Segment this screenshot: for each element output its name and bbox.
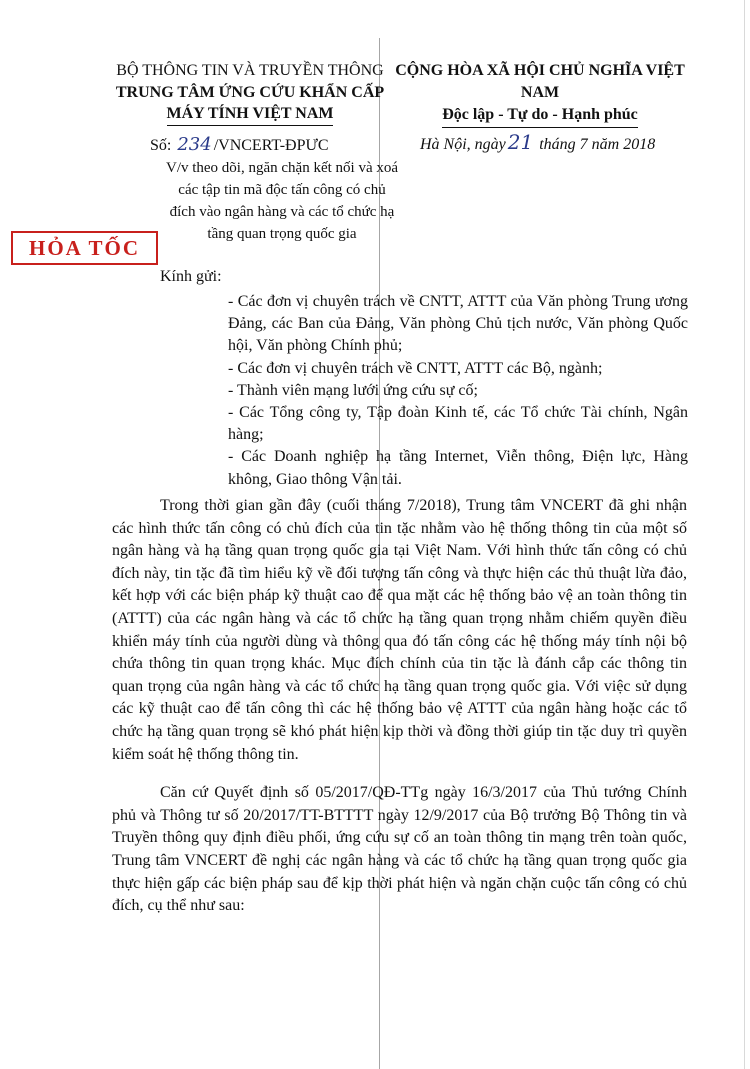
body-paragraph: Căn cứ Quyết định số 05/2017/QĐ-TTg ngày 16/3/2017 của Thủ tướng Chính phủ và Thông tư số 20/2017/TT-BTTTT ngày 12/9/2017 của Bộ trưởng Bộ Thông tin và Truyền thông quy định điều phối, ứng cứu sự cố an toàn thông tin mạng trên toàn quốc, Trung tâm VNCERT đề nghị các ngân hàng và các tổ chức hạ tầng quan trọng quốc gia thực hiện gấp các biện pháp sau để kịp thời phát hiện và ngăn chặn cuộc tấn công có chủ đích, cụ thể như sau:	[112, 784, 687, 915]
number-prefix: Số:	[150, 137, 172, 154]
national-header	[385, 60, 695, 128]
subject-line: các tập tin mã độc tấn công có chủ	[178, 182, 386, 198]
recipient-item: - Các Doanh nghiệp hạ tầng Internet, Viễn thông, Điện lực, Hàng không, Giao thông Vận tải.	[228, 448, 688, 488]
recipient-item: - Các Tổng công ty, Tập đoàn Kinh tế, các Tổ chức Tài chính, Ngân hàng;	[228, 404, 688, 444]
place-and-date	[420, 130, 655, 154]
urgent-stamp: HỎA TỐC	[11, 231, 158, 265]
handwritten-number: 234	[177, 134, 212, 155]
subject-line: tầng quan trọng quốc gia	[207, 226, 357, 242]
scan-edge-line	[744, 0, 745, 1069]
handwritten-day: 21	[507, 130, 534, 154]
center-name-line1: TRUNG TÂM ỨNG CỨU KHẨN CẤP	[115, 84, 385, 101]
body-paragraph: Trong thời gian gần đây (cuối tháng 7/2018), Trung tâm VNCERT đã ghi nhận các hình thức tấn công có chủ đích của tin tặc nhằm vào hệ thống thông tin của một số ngân hàng và hạ tầng quan trọng quốc gia tại Việt Nam. Với hình thức tấn công có chủ đích này, tin tặc đã tìm hiểu kỹ về đối tượng tấn công và thực hiện các thủ thuật lừa đảo, kết hợp với các biện pháp kỹ thuật cao để qua mặt các hệ thống bảo vệ an toàn thông tin (ATTT) của các ngân hàng và các tổ chức hạ tầng quan trọng nhằm chiếm quyền điều khiển máy tính của người dùng và thông qua đó tấn công các hệ thống máy tính nội bộ chứa thông tin quan trọng khác. Mục đích chính của tin tặc là đánh cắp các thông tin quan trọng của ngân hàng và các tổ chức hạ tầng quan trọng quốc gia. Với việc sử dụng các kỹ thuật cao để tấn công thì các hệ thống bảo vệ ATTT của ngân hàng hoặc các tổ chức hạ tầng quan trọng sẽ khó phát hiện kịp thời và đồng thời giúp tin tặc duy trì quyền kiểm soát hệ thống thông tin.	[112, 497, 687, 763]
ministry-name: BỘ THÔNG TIN VÀ TRUYỀN THÔNG	[116, 62, 384, 79]
document-body	[112, 495, 687, 934]
issuer-header	[100, 60, 400, 126]
number-suffix: /VNCERT-ĐPƯC	[213, 137, 329, 154]
recipient-item: - Các đơn vị chuyên trách về CNTT, ATTT của Văn phòng Trung ương Đảng, các Ban của Đảng, Văn phòng Chủ tịch nước, Văn phòng Quốc hội, Văn phòng Chính phủ;	[228, 293, 688, 355]
subject-line: V/v theo dõi, ngăn chặn kết nối và xoá	[165, 160, 399, 176]
national-motto: Độc lập - Tự do - Hạnh phúc	[442, 104, 638, 128]
subject-summary	[142, 157, 422, 245]
center-name-line2: MÁY TÍNH VIỆT NAM	[167, 103, 334, 126]
document-number	[150, 134, 329, 155]
recipient-item: - Các đơn vị chuyên trách về CNTT, ATTT các Bộ, ngành;	[228, 359, 603, 377]
country-name: CỘNG HÒA XÃ HỘI CHỦ NGHĨA VIỆT NAM	[395, 62, 685, 101]
salutation: Kính gửi:	[160, 268, 222, 285]
place-prefix: Hà Nội, ngày	[420, 136, 506, 153]
month-year: tháng 7 năm 2018	[539, 136, 656, 153]
recipient-item: - Thành viên mạng lưới ứng cứu sự cố;	[228, 381, 478, 399]
recipient-list	[228, 291, 688, 491]
subject-line: đích vào ngân hàng và các tổ chức hạ	[169, 204, 395, 220]
